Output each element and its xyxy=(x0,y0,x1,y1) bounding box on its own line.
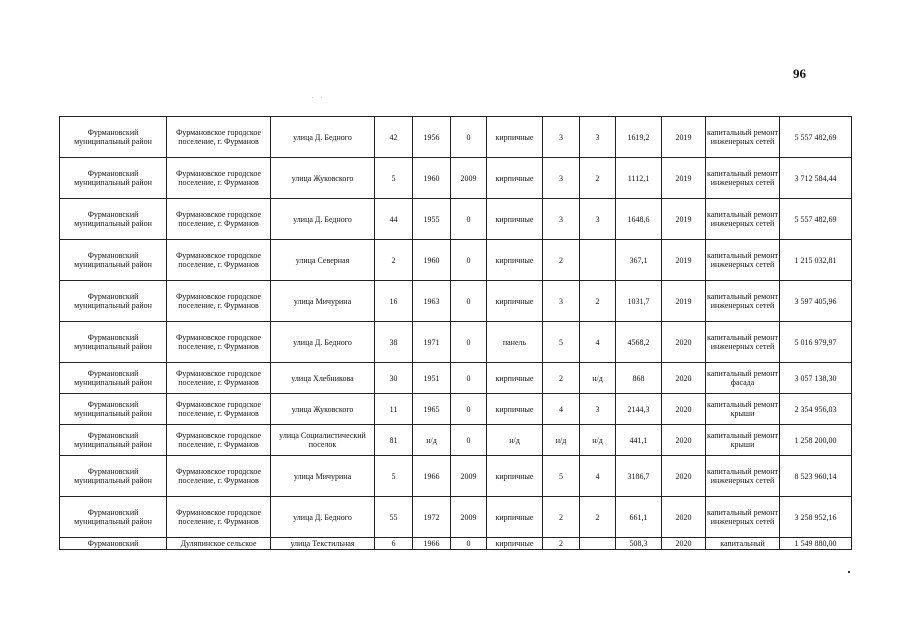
cell-floors: н/д xyxy=(543,425,580,456)
cell-cost: 3 597 405,96 xyxy=(780,281,852,322)
cell-build-year: 1965 xyxy=(413,394,451,425)
cell-house-number: 5 xyxy=(375,456,413,497)
cell-entrances xyxy=(580,538,616,550)
cell-area: 508,3 xyxy=(616,538,662,550)
cell-area: 868 xyxy=(616,363,662,394)
cell-floors: 2 xyxy=(543,240,580,281)
cell-build-year: 1971 xyxy=(413,322,451,363)
cell-area: 2144,3 xyxy=(616,394,662,425)
cell-wall-material: н/д xyxy=(487,425,543,456)
cell-reconstruction-year: 0 xyxy=(451,117,487,158)
cell-district: Фурмановский муниципальный район xyxy=(60,281,167,322)
cell-wall-material: кирпичные xyxy=(487,199,543,240)
table-body xyxy=(60,117,852,550)
cell-street: улица Социалистический поселок xyxy=(271,425,375,456)
cell-repair-year: 2019 xyxy=(662,199,706,240)
cell-build-year: 1956 xyxy=(413,117,451,158)
cell-repair-type: капитальный ремонт фасада xyxy=(706,363,780,394)
cell-entrances: 2 xyxy=(580,497,616,538)
cell-floors: 3 xyxy=(543,199,580,240)
cell-area: 1031,7 xyxy=(616,281,662,322)
table-row xyxy=(60,425,852,456)
cell-street: улица Жуковского xyxy=(271,158,375,199)
cell-cost: 1 215 032,81 xyxy=(780,240,852,281)
cell-street: улица Мичурина xyxy=(271,456,375,497)
cell-repair-year: 2019 xyxy=(662,117,706,158)
cell-reconstruction-year: 0 xyxy=(451,425,487,456)
cell-entrances: 4 xyxy=(580,456,616,497)
cell-entrances: 4 xyxy=(580,322,616,363)
cell-build-year: 1960 xyxy=(413,158,451,199)
cell-district: Фурмановский муниципальный район xyxy=(60,240,167,281)
table-row xyxy=(60,240,852,281)
cell-wall-material: кирпичные xyxy=(487,456,543,497)
page-number: 96 xyxy=(793,66,806,81)
cell-entrances: н/д xyxy=(580,425,616,456)
cell-settlement: Фурмановское городское поселение, г. Фурманов xyxy=(167,363,271,394)
cell-area: 661,1 xyxy=(616,497,662,538)
cell-reconstruction-year: 0 xyxy=(451,394,487,425)
cell-cost: 1 258 200,00 xyxy=(780,425,852,456)
cell-wall-material: кирпичные xyxy=(487,394,543,425)
cell-street: улица Д. Бедного xyxy=(271,497,375,538)
cell-wall-material: кирпичные xyxy=(487,538,543,550)
cell-wall-material: кирпичные xyxy=(487,117,543,158)
cell-build-year: 1960 xyxy=(413,240,451,281)
cell-district: Фурмановский муниципальный район xyxy=(60,363,167,394)
cell-reconstruction-year: 0 xyxy=(451,538,487,550)
cell-entrances: 3 xyxy=(580,117,616,158)
table-row xyxy=(60,456,852,497)
cell-build-year: 1963 xyxy=(413,281,451,322)
cell-wall-material: кирпичные xyxy=(487,497,543,538)
cell-entrances: 3 xyxy=(580,394,616,425)
cell-repair-type: капитальный xyxy=(706,538,780,550)
cell-repair-type: капитальный ремонт инженерных сетей xyxy=(706,456,780,497)
cell-district: Фурмановский муниципальный район xyxy=(60,497,167,538)
housing-repair-table xyxy=(59,116,852,550)
cell-house-number: 16 xyxy=(375,281,413,322)
cell-repair-year: 2020 xyxy=(662,394,706,425)
cell-street: улица Хлебникова xyxy=(271,363,375,394)
cell-repair-year: 2020 xyxy=(662,363,706,394)
table-row xyxy=(60,322,852,363)
cell-floors: 3 xyxy=(543,281,580,322)
cell-district: Фурмановский муниципальный район xyxy=(60,199,167,240)
cell-repair-year: 2019 xyxy=(662,158,706,199)
cell-repair-type: капитальный ремонт инженерных сетей xyxy=(706,158,780,199)
cell-reconstruction-year: 2009 xyxy=(451,158,487,199)
cell-street: улица Жуковского xyxy=(271,394,375,425)
cell-reconstruction-year: 0 xyxy=(451,322,487,363)
cell-street: улица Мичурина xyxy=(271,281,375,322)
cell-repair-year: 2019 xyxy=(662,240,706,281)
cell-district: Фурмановский муниципальный район xyxy=(60,425,167,456)
table-row xyxy=(60,117,852,158)
cell-house-number: 81 xyxy=(375,425,413,456)
cell-repair-type: капитальный ремонт инженерных сетей xyxy=(706,281,780,322)
cell-house-number: 44 xyxy=(375,199,413,240)
cell-settlement: Фурмановское городское поселение, г. Фурманов xyxy=(167,281,271,322)
cell-cost: 3 258 952,16 xyxy=(780,497,852,538)
cell-floors: 3 xyxy=(543,158,580,199)
table-row xyxy=(60,158,852,199)
scan-mark: . . xyxy=(312,94,326,100)
cell-area: 441,1 xyxy=(616,425,662,456)
cell-build-year: н/д xyxy=(413,425,451,456)
scan-dot xyxy=(848,571,850,573)
cell-repair-year: 2020 xyxy=(662,456,706,497)
cell-area: 1619,2 xyxy=(616,117,662,158)
cell-repair-type: капитальный ремонт инженерных сетей xyxy=(706,497,780,538)
cell-repair-type: капитальный ремонт инженерных сетей xyxy=(706,117,780,158)
cell-street: улица Д. Бедного xyxy=(271,199,375,240)
cell-house-number: 11 xyxy=(375,394,413,425)
cell-wall-material: кирпичные xyxy=(487,363,543,394)
cell-house-number: 42 xyxy=(375,117,413,158)
cell-settlement: Фурмановское городское поселение, г. Фурманов xyxy=(167,322,271,363)
cell-repair-type: капитальный ремонт крыши xyxy=(706,394,780,425)
cell-house-number: 30 xyxy=(375,363,413,394)
cell-street: улица Северная xyxy=(271,240,375,281)
cell-cost: 5 557 482,69 xyxy=(780,199,852,240)
cell-district: Фурмановский муниципальный район xyxy=(60,394,167,425)
cell-settlement: Фурмановское городское поселение, г. Фурманов xyxy=(167,199,271,240)
cell-repair-type: капитальный ремонт инженерных сетей xyxy=(706,240,780,281)
cell-area: 1112,1 xyxy=(616,158,662,199)
cell-house-number: 2 xyxy=(375,240,413,281)
cell-settlement: Фурмановское городское поселение, г. Фурманов xyxy=(167,240,271,281)
cell-repair-type: капитальный ремонт крыши xyxy=(706,425,780,456)
cell-district: Фурмановский муниципальный район xyxy=(60,117,167,158)
cell-floors: 2 xyxy=(543,363,580,394)
cell-settlement: Фурмановское городское поселение, г. Фурманов xyxy=(167,117,271,158)
cell-wall-material: панель xyxy=(487,322,543,363)
cell-floors: 5 xyxy=(543,322,580,363)
cell-settlement: Фурмановское городское поселение, г. Фурманов xyxy=(167,456,271,497)
cell-district: Фурмановский муниципальный район xyxy=(60,158,167,199)
cell-district: Фурмановский муниципальный район xyxy=(60,456,167,497)
cell-cost: 1 549 880,00 xyxy=(780,538,852,550)
cell-repair-type: капитальный ремонт инженерных сетей xyxy=(706,322,780,363)
cell-entrances xyxy=(580,240,616,281)
table-row xyxy=(60,281,852,322)
cell-reconstruction-year: 0 xyxy=(451,240,487,281)
cell-settlement: Фурмановское городское поселение, г. Фурманов xyxy=(167,394,271,425)
cell-entrances: 2 xyxy=(580,158,616,199)
cell-repair-type: капитальный ремонт инженерных сетей xyxy=(706,199,780,240)
cell-reconstruction-year: 0 xyxy=(451,199,487,240)
cell-cost: 5 016 979,97 xyxy=(780,322,852,363)
cell-street: улица Текстильная xyxy=(271,538,375,550)
cell-floors: 3 xyxy=(543,117,580,158)
cell-repair-year: 2020 xyxy=(662,497,706,538)
cell-build-year: 1951 xyxy=(413,363,451,394)
cell-settlement: Фурмановское городское поселение, г. Фурманов xyxy=(167,158,271,199)
cell-floors: 5 xyxy=(543,456,580,497)
cell-repair-year: 2020 xyxy=(662,538,706,550)
cell-floors: 4 xyxy=(543,394,580,425)
cell-build-year: 1955 xyxy=(413,199,451,240)
cell-reconstruction-year: 2009 xyxy=(451,456,487,497)
cell-cost: 5 557 482,69 xyxy=(780,117,852,158)
cell-floors: 2 xyxy=(543,497,580,538)
cell-house-number: 55 xyxy=(375,497,413,538)
cell-wall-material: кирпичные xyxy=(487,240,543,281)
cell-reconstruction-year: 0 xyxy=(451,363,487,394)
cell-area: 3186,7 xyxy=(616,456,662,497)
table-row xyxy=(60,199,852,240)
cell-cost: 2 354 956,03 xyxy=(780,394,852,425)
cell-entrances: н/д xyxy=(580,363,616,394)
cell-house-number: 6 xyxy=(375,538,413,550)
cell-settlement: Дуляпинское сельское xyxy=(167,538,271,550)
cell-settlement: Фурмановское городское поселение, г. Фурманов xyxy=(167,425,271,456)
cell-area: 1648,6 xyxy=(616,199,662,240)
cell-wall-material: кирпичные xyxy=(487,281,543,322)
cell-repair-year: 2020 xyxy=(662,425,706,456)
cell-repair-year: 2020 xyxy=(662,322,706,363)
cell-district: Фурмановский xyxy=(60,538,167,550)
cell-cost: 3 057 138,30 xyxy=(780,363,852,394)
cell-cost: 8 523 960,14 xyxy=(780,456,852,497)
cell-area: 4568,2 xyxy=(616,322,662,363)
cell-settlement: Фурмановское городское поселение, г. Фурманов xyxy=(167,497,271,538)
cell-build-year: 1972 xyxy=(413,497,451,538)
table-row xyxy=(60,497,852,538)
cell-entrances: 2 xyxy=(580,281,616,322)
cell-floors: 2 xyxy=(543,538,580,550)
cell-house-number: 38 xyxy=(375,322,413,363)
cell-reconstruction-year: 0 xyxy=(451,281,487,322)
cell-area: 367,1 xyxy=(616,240,662,281)
cell-wall-material: кирпичные xyxy=(487,158,543,199)
table-row xyxy=(60,394,852,425)
cell-street: улица Д. Бедного xyxy=(271,322,375,363)
table-row xyxy=(60,538,852,550)
cell-build-year: 1966 xyxy=(413,538,451,550)
cell-build-year: 1966 xyxy=(413,456,451,497)
cell-cost: 3 712 584,44 xyxy=(780,158,852,199)
table-row xyxy=(60,363,852,394)
cell-district: Фурмановский муниципальный район xyxy=(60,322,167,363)
cell-repair-year: 2019 xyxy=(662,281,706,322)
cell-entrances: 3 xyxy=(580,199,616,240)
cell-house-number: 5 xyxy=(375,158,413,199)
cell-reconstruction-year: 2009 xyxy=(451,497,487,538)
cell-street: улица Д. Бедного xyxy=(271,117,375,158)
